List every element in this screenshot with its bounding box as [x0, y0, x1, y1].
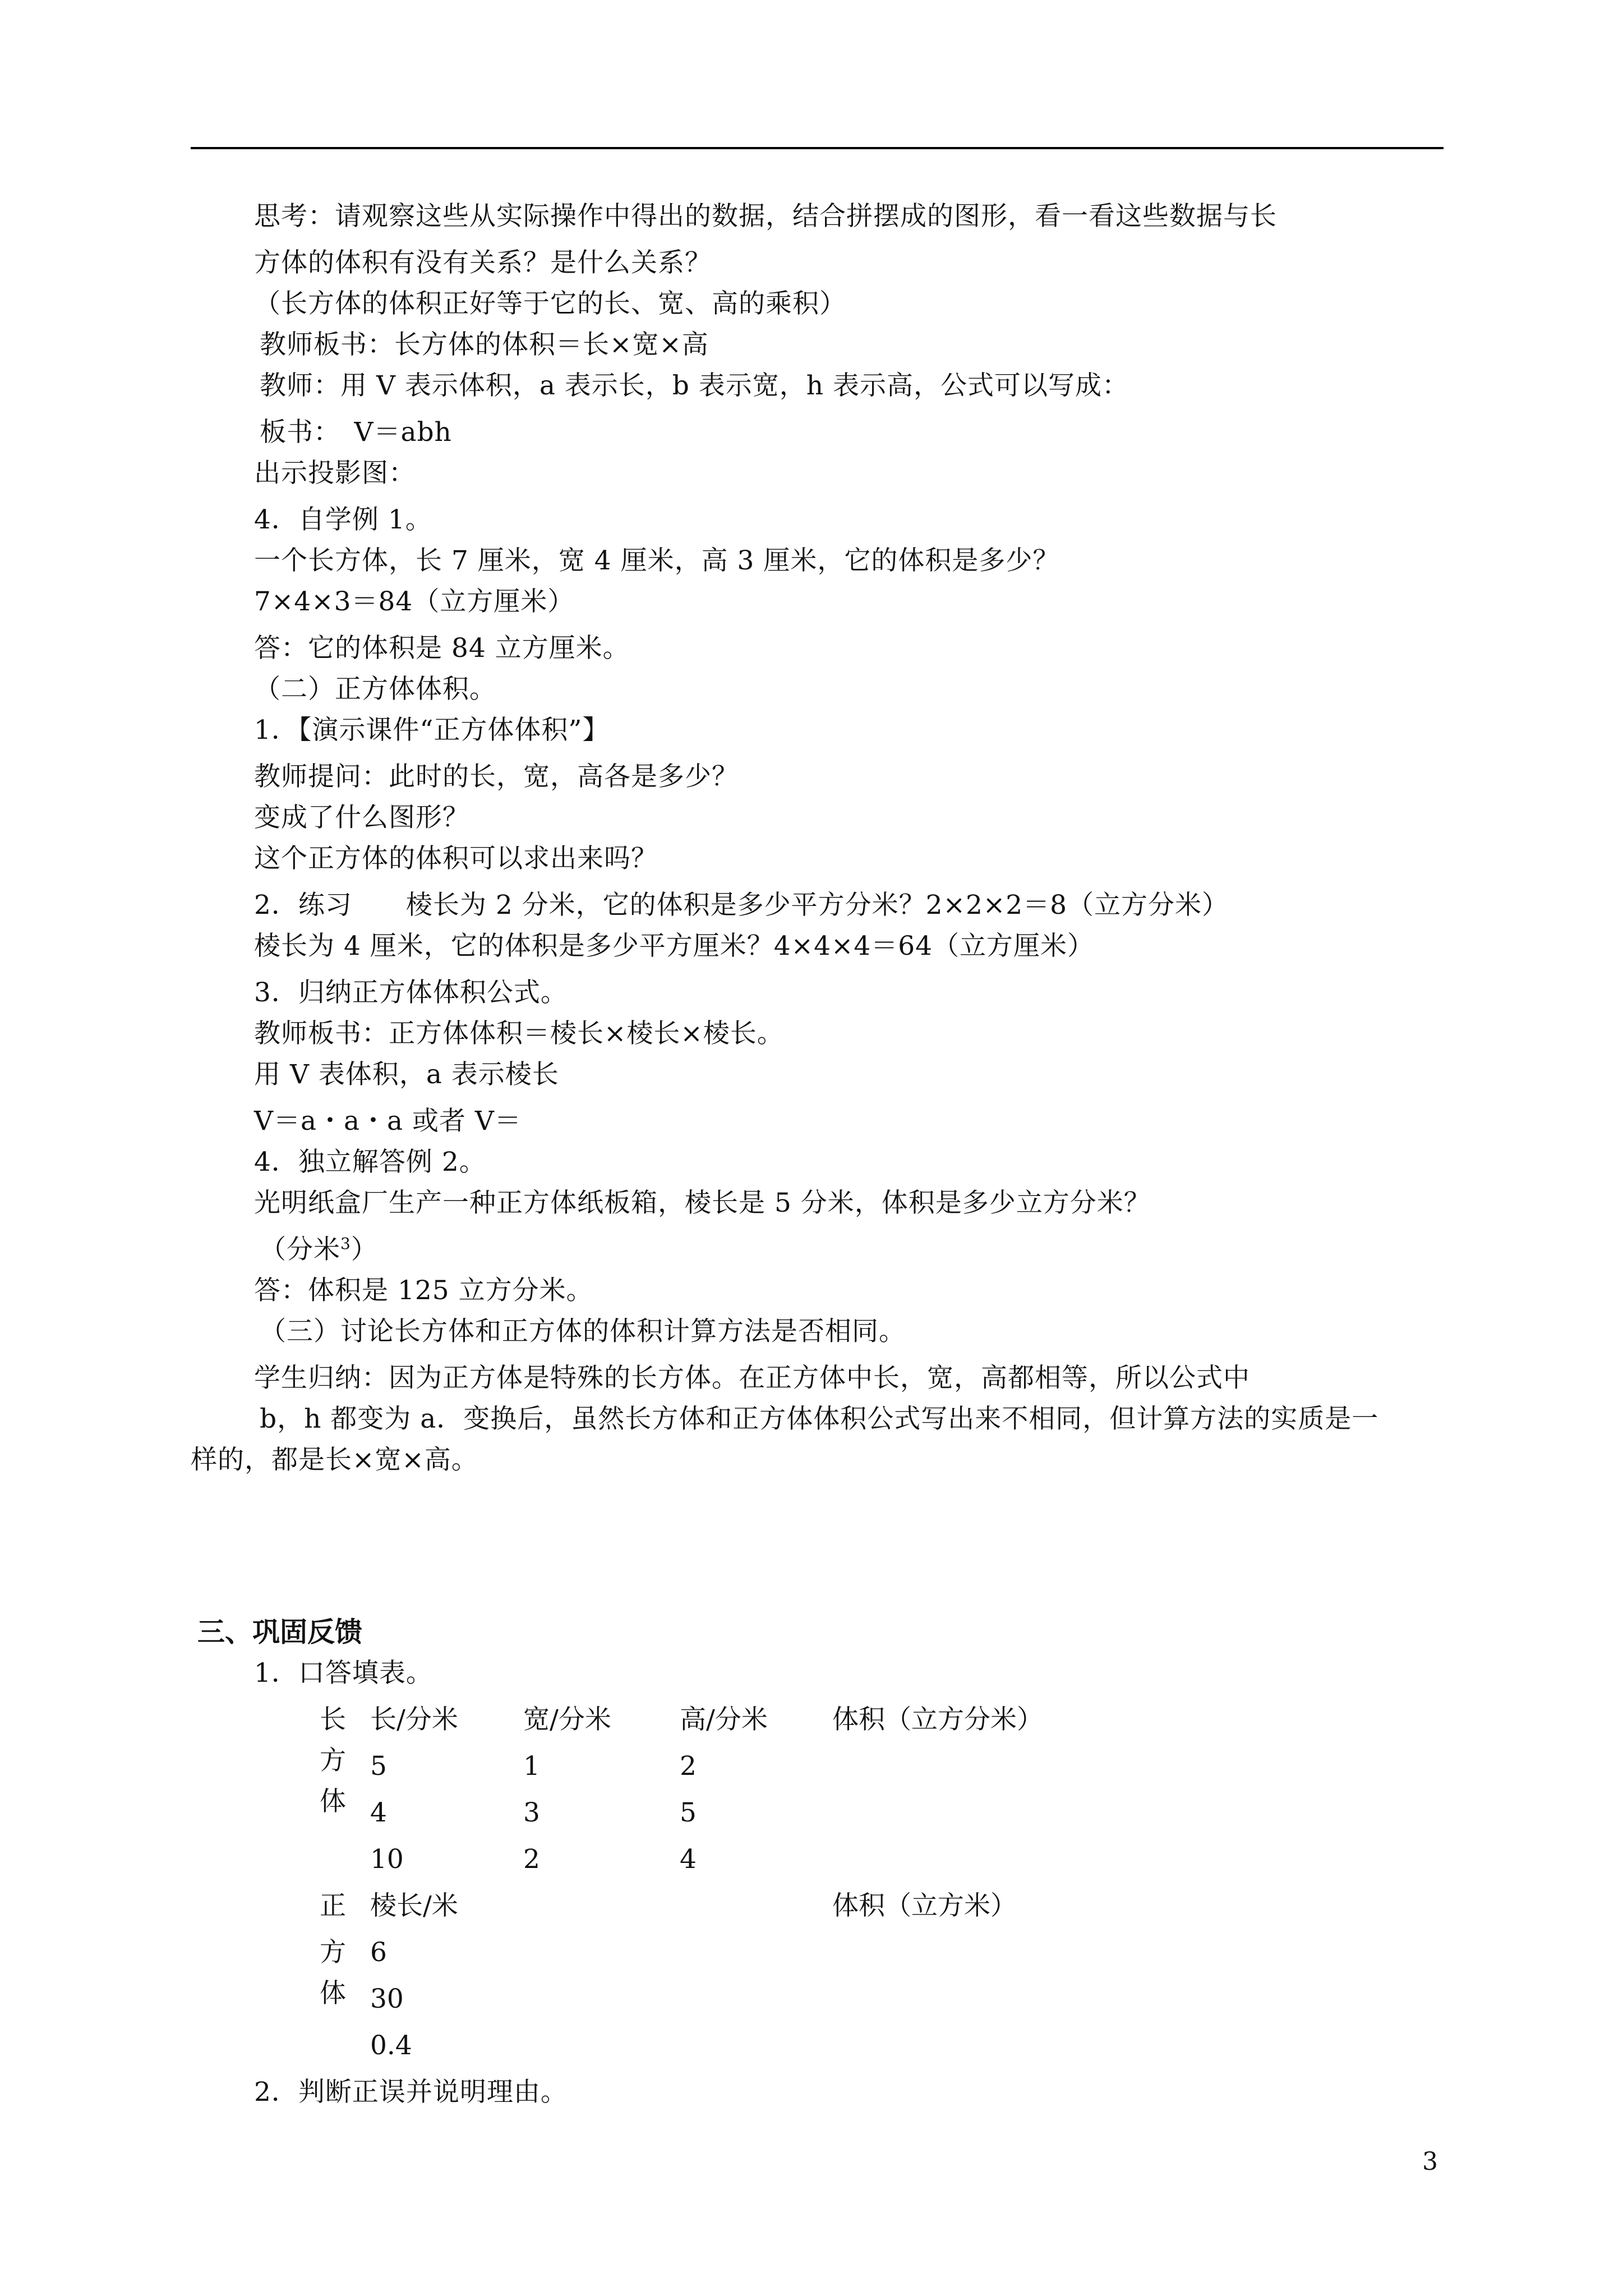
unit-superscript: 3	[340, 1234, 351, 1253]
text-line: 4．自学例 1。	[254, 504, 432, 535]
header-rule	[191, 147, 1444, 149]
text-line: 7×4×3＝84（立方厘米）	[254, 586, 575, 617]
cuboid-header: 长/分米	[370, 1704, 458, 1735]
cube-label-char: 方	[320, 1937, 346, 1968]
cube-cell: 6	[370, 1937, 387, 1968]
cuboid-cell: 5	[680, 1797, 697, 1828]
section-heading: 三、巩固反馈	[197, 1616, 363, 1648]
cuboid-cell: 4	[680, 1844, 697, 1875]
text-line: 教师板书：长方体的体积＝长×宽×高	[260, 329, 709, 360]
text-line: （二）正方体体积。	[254, 674, 496, 705]
cuboid-cell: 10	[370, 1844, 404, 1875]
cube-cell: 30	[370, 1984, 404, 2014]
text-line: 光明纸盒厂生产一种正方体纸板箱，棱长是 5 分米，体积是多少立方分米？	[254, 1188, 1151, 1218]
text-line: 样的，都是长×宽×高。	[191, 1444, 478, 1475]
unit-line	[260, 1233, 378, 1267]
text-line: （三）讨论长方体和正方体的体积计算方法是否相同。	[260, 1316, 906, 1347]
page-number: 3	[1422, 2147, 1438, 2176]
text-line: 一个长方体，长 7 厘米，宽 4 厘米，高 3 厘米，它的体积是多少？	[254, 545, 1060, 576]
text-line: 棱长为 4 厘米，它的体积是多少平方厘米？4×4×4＝64（立方厘米）	[254, 931, 1095, 961]
text-line: 教师提问：此时的长，宽，高各是多少？	[254, 761, 739, 792]
cube-header: 体积（立方米）	[832, 1890, 1017, 1921]
cuboid-header: 体积（立方分米）	[832, 1704, 1043, 1735]
cuboid-label-char: 体	[320, 1786, 346, 1817]
cuboid-label-char: 方	[320, 1745, 346, 1776]
text-line: 教师：用 V 表示体积，a 表示长，b 表示宽，h 表示高，公式可以写成：	[260, 370, 1129, 401]
text-line: 思考：请观察这些从实际操作中得出的数据，结合拼摆成的图形，看一看这些数据与长	[254, 201, 1277, 232]
text-line: 3．归纳正方体体积公式。	[254, 977, 568, 1008]
cube-header: 棱长/米	[370, 1890, 458, 1921]
cuboid-cell: 2	[680, 1751, 697, 1782]
text-line: 答：它的体积是 84 立方厘米。	[254, 633, 630, 664]
cuboid-cell: 5	[370, 1751, 387, 1782]
text-line: 变成了什么图形？	[254, 802, 469, 833]
item-2: 2．判断正误并说明理由。	[254, 2077, 568, 2108]
text-line: 用 V 表体积，a 表示棱长	[254, 1059, 559, 1090]
text-line: （长方体的体积正好等于它的长、宽、高的乘积）	[254, 288, 846, 319]
cuboid-header: 宽/分米	[523, 1704, 611, 1735]
text-line: b，h 都变为 a．变换后，虽然长方体和正方体体积公式写出来不相同，但计算方法的实质是一	[260, 1404, 1379, 1434]
unit-label: （分米	[260, 1234, 340, 1265]
cuboid-cell: 1	[523, 1751, 540, 1782]
cuboid-label-char: 长	[320, 1704, 346, 1735]
cube-label-char: 正	[320, 1890, 346, 1921]
text-line: 方体的体积有没有关系？是什么关系？	[254, 247, 712, 278]
text-line: 4．独立解答例 2。	[254, 1147, 486, 1177]
text-line: V＝a・a・a 或者 V＝	[254, 1106, 522, 1137]
text-line: 1．【演示课件“正方体体积”】	[254, 715, 610, 746]
item-1: 1．口答填表。	[254, 1658, 433, 1688]
text-line: 教师板书：正方体体积＝棱长×棱长×棱长。	[254, 1018, 784, 1049]
cube-label-char: 体	[320, 1978, 346, 2009]
text-line: 出示投影图：	[254, 458, 416, 489]
cuboid-cell: 4	[370, 1797, 387, 1828]
cuboid-cell: 3	[523, 1797, 540, 1828]
cuboid-cell: 2	[523, 1844, 540, 1875]
cube-cell: 0.4	[370, 2030, 412, 2061]
text-line: 2．练习 棱长为 2 分米，它的体积是多少平方分米？2×2×2＝8（立方分米）	[254, 890, 1229, 921]
text-line: 板书： V＝abh	[260, 417, 452, 448]
text-line: 答：体积是 125 立方分米。	[254, 1275, 593, 1306]
text-line: 学生归纳：因为正方体是特殊的长方体。在正方体中长，宽，高都相等，所以公式中	[254, 1363, 1250, 1393]
cuboid-header: 高/分米	[680, 1704, 768, 1735]
text-line: 这个正方体的体积可以求出来吗？	[254, 843, 658, 874]
unit-close: ）	[351, 1234, 378, 1265]
